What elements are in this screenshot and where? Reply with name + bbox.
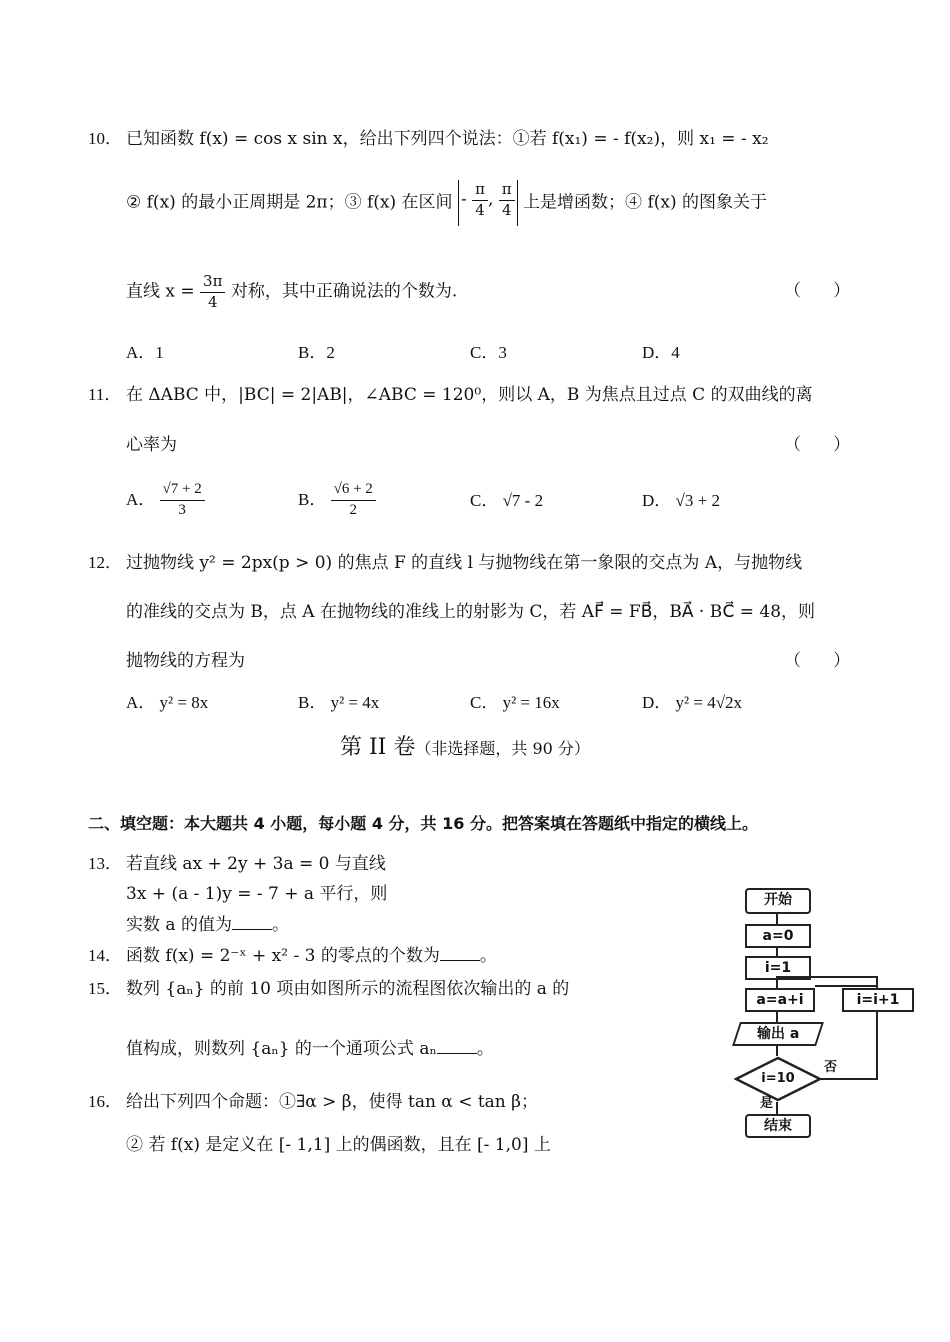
q14-answer-blank[interactable] xyxy=(440,946,480,961)
flowchart-no-up xyxy=(876,1012,878,1080)
part2-title xyxy=(340,734,590,763)
flowchart-arrow xyxy=(776,1012,778,1022)
q10-line3 xyxy=(126,272,457,312)
q13-line3-text: 实数 a 的值为 xyxy=(126,915,232,935)
q16-line1: 给出下列四个命题：①∃α > β，使得 tan α < tan β； xyxy=(126,1092,538,1112)
q16-line2: ② 若 f(x) 是定义在 [- 1,1] 上的偶函数，且在 [- 1,0] 上 xyxy=(126,1135,551,1155)
q10-line3-b: 对称，其中正确说法的个数为. xyxy=(230,281,458,302)
q11-option-b-label: B． xyxy=(298,489,327,509)
q14-line1 xyxy=(126,945,497,967)
q10-frac2-num: π xyxy=(499,180,515,201)
flowchart-no-line xyxy=(821,1078,878,1080)
flowchart-loop-top xyxy=(815,985,877,987)
part2-subtitle: （非选择题，共 90 分） xyxy=(415,739,590,758)
flowchart-condition: i=10 xyxy=(761,1071,795,1086)
q12-line1: 过抛物线 y² = 2px(p > 0) 的焦点 F 的直线 l 与抛物线在第一象限的交点为 A，与抛物线 xyxy=(126,553,803,573)
q10-line3-a: 直线 x = xyxy=(126,281,195,302)
q10-answer-paren: （ ） xyxy=(784,281,865,300)
q10-line1: 已知函数 f(x) = cos x sin x，给出下列四个说法：①若 f(x₁) = - f(x₂)，则 x₁ = - x₂ xyxy=(126,129,769,149)
q10-frac1-den: 4 xyxy=(475,200,485,219)
q10-interval-minus: - xyxy=(460,189,467,210)
flowchart-no-label: 否 xyxy=(824,1060,838,1075)
q12-line3: 抛物线的方程为 xyxy=(126,651,245,671)
q10-line3-num: 3π xyxy=(200,272,225,293)
flowchart-loop-connector xyxy=(776,976,877,978)
q10-option-d: D．4 xyxy=(642,343,680,362)
flowchart-start: 开始 xyxy=(745,888,811,914)
flowchart-arrow xyxy=(776,1046,778,1056)
q12-answer-paren: （ ） xyxy=(784,651,865,670)
q10-option-c: C．3 xyxy=(470,343,507,362)
q11-option-b-den: 2 xyxy=(349,501,357,518)
q10-interval-frac2 xyxy=(499,180,515,220)
q10-line2-b: 上是增函数；④ f(x) 的图象关于 xyxy=(523,192,767,213)
q11-line2: 心率为 xyxy=(126,435,177,455)
q12-line2: 的准线的交点为 B，点 A 在抛物线的准线上的射影为 C，若 AF⃗ = FB⃗，BA⃗ · BC⃗ = 48，则 xyxy=(126,602,816,622)
section2-heading: 二、填空题：本大题共 4 小题，每小题 4 分，共 16 分。把答案填在答题纸中指定的横线上。 xyxy=(88,814,758,833)
q10-line2 xyxy=(126,180,767,226)
q10-frac1-num: π xyxy=(472,180,488,201)
q11-option-b-frac xyxy=(331,480,376,520)
flowchart-output xyxy=(732,1022,824,1046)
flowchart-update-a: a=a+i xyxy=(745,988,815,1012)
q15-line2 xyxy=(126,1038,494,1060)
flowchart-arrow xyxy=(776,948,778,956)
q13-line3-end: 。 xyxy=(271,915,289,935)
q15-answer-blank[interactable] xyxy=(437,1039,477,1054)
q11-option-a xyxy=(126,480,205,520)
flowchart-arrow xyxy=(776,914,778,924)
q13-answer-blank[interactable] xyxy=(232,915,272,930)
q11-option-a-den: 3 xyxy=(178,501,186,518)
q10-option-b: B．2 xyxy=(298,343,335,362)
q11-option-a-num: √7 + 2 xyxy=(160,480,205,501)
q11-number: 11． xyxy=(88,385,122,404)
q11-option-a-frac xyxy=(160,480,205,520)
q12-number: 12． xyxy=(88,553,122,572)
q11-option-b-num: √6 + 2 xyxy=(331,480,376,501)
q11-answer-paren: （ ） xyxy=(784,435,865,454)
q10-line2-a: ② f(x) 的最小正周期是 2π；③ f(x) 在区间 xyxy=(126,192,453,213)
flowchart-arrow xyxy=(776,1102,778,1114)
q14-line1-end: 。 xyxy=(479,946,497,966)
q15-number: 15． xyxy=(88,979,122,998)
q11-option-d: D． √3 + 2 xyxy=(642,491,720,510)
flowchart-yes-label: 是 xyxy=(760,1096,774,1111)
q10-frac2-den: 4 xyxy=(501,200,512,219)
q14-line1-text: 函数 f(x) = 2⁻ˣ + x² - 3 的零点的个数为 xyxy=(126,946,440,966)
q12-option-c: C． y² = 16x xyxy=(470,693,560,712)
q13-line2: 3x + (a - 1)y = - 7 + a 平行，则 xyxy=(126,884,388,904)
flowchart-init-i: i=1 xyxy=(745,956,811,980)
q11-line1: 在 ΔABC 中，|BC| = 2|AB|，∠ABC = 120⁰，则以 A，B 为焦点且过点 C 的双曲线的离 xyxy=(126,385,813,405)
part2-title-main: 第 II 卷 xyxy=(340,735,416,760)
q10-option-a: A．1 xyxy=(126,343,164,362)
q15-line1: 数列 {aₙ} 的前 10 项由如图所示的流程图依次输出的 a 的 xyxy=(126,979,570,999)
flowchart-update-i: i=i+1 xyxy=(842,988,914,1012)
q11-option-c: C． √7 - 2 xyxy=(470,491,544,510)
q15-line2-text: 值构成，则数列 {aₙ} 的一个通项公式 aₙ xyxy=(126,1039,437,1059)
q12-option-b: B． y² = 4x xyxy=(298,693,380,712)
q13-line1: 若直线 ax + 2y + 3a = 0 与直线 xyxy=(126,854,386,874)
q15-line2-end: 。 xyxy=(476,1039,494,1059)
q10-interval-frac1 xyxy=(472,180,488,220)
q11-option-b xyxy=(298,480,376,520)
q10-line3-den: 4 xyxy=(207,292,218,311)
q10-number: 10． xyxy=(88,129,122,148)
q12-option-d: D． y² = 4√2x xyxy=(642,693,743,712)
q11-option-a-label: A． xyxy=(126,489,156,509)
flowchart-init-a: a=0 xyxy=(745,924,811,948)
flowchart-arrow xyxy=(776,980,778,988)
q12-option-a: A． y² = 8x xyxy=(126,693,209,712)
flowchart-end: 结束 xyxy=(745,1114,811,1138)
q13-number: 13． xyxy=(88,854,122,873)
q13-line3 xyxy=(126,914,289,936)
q10-line3-frac xyxy=(200,272,225,312)
q16-number: 16． xyxy=(88,1092,122,1111)
flowchart-output-label: 输出 a xyxy=(756,1026,800,1042)
q10-interval: - $\frac{\pi}{4}$ , $\frac{\pi}{4}$ xyxy=(458,180,518,226)
q14-number: 14． xyxy=(88,946,122,965)
